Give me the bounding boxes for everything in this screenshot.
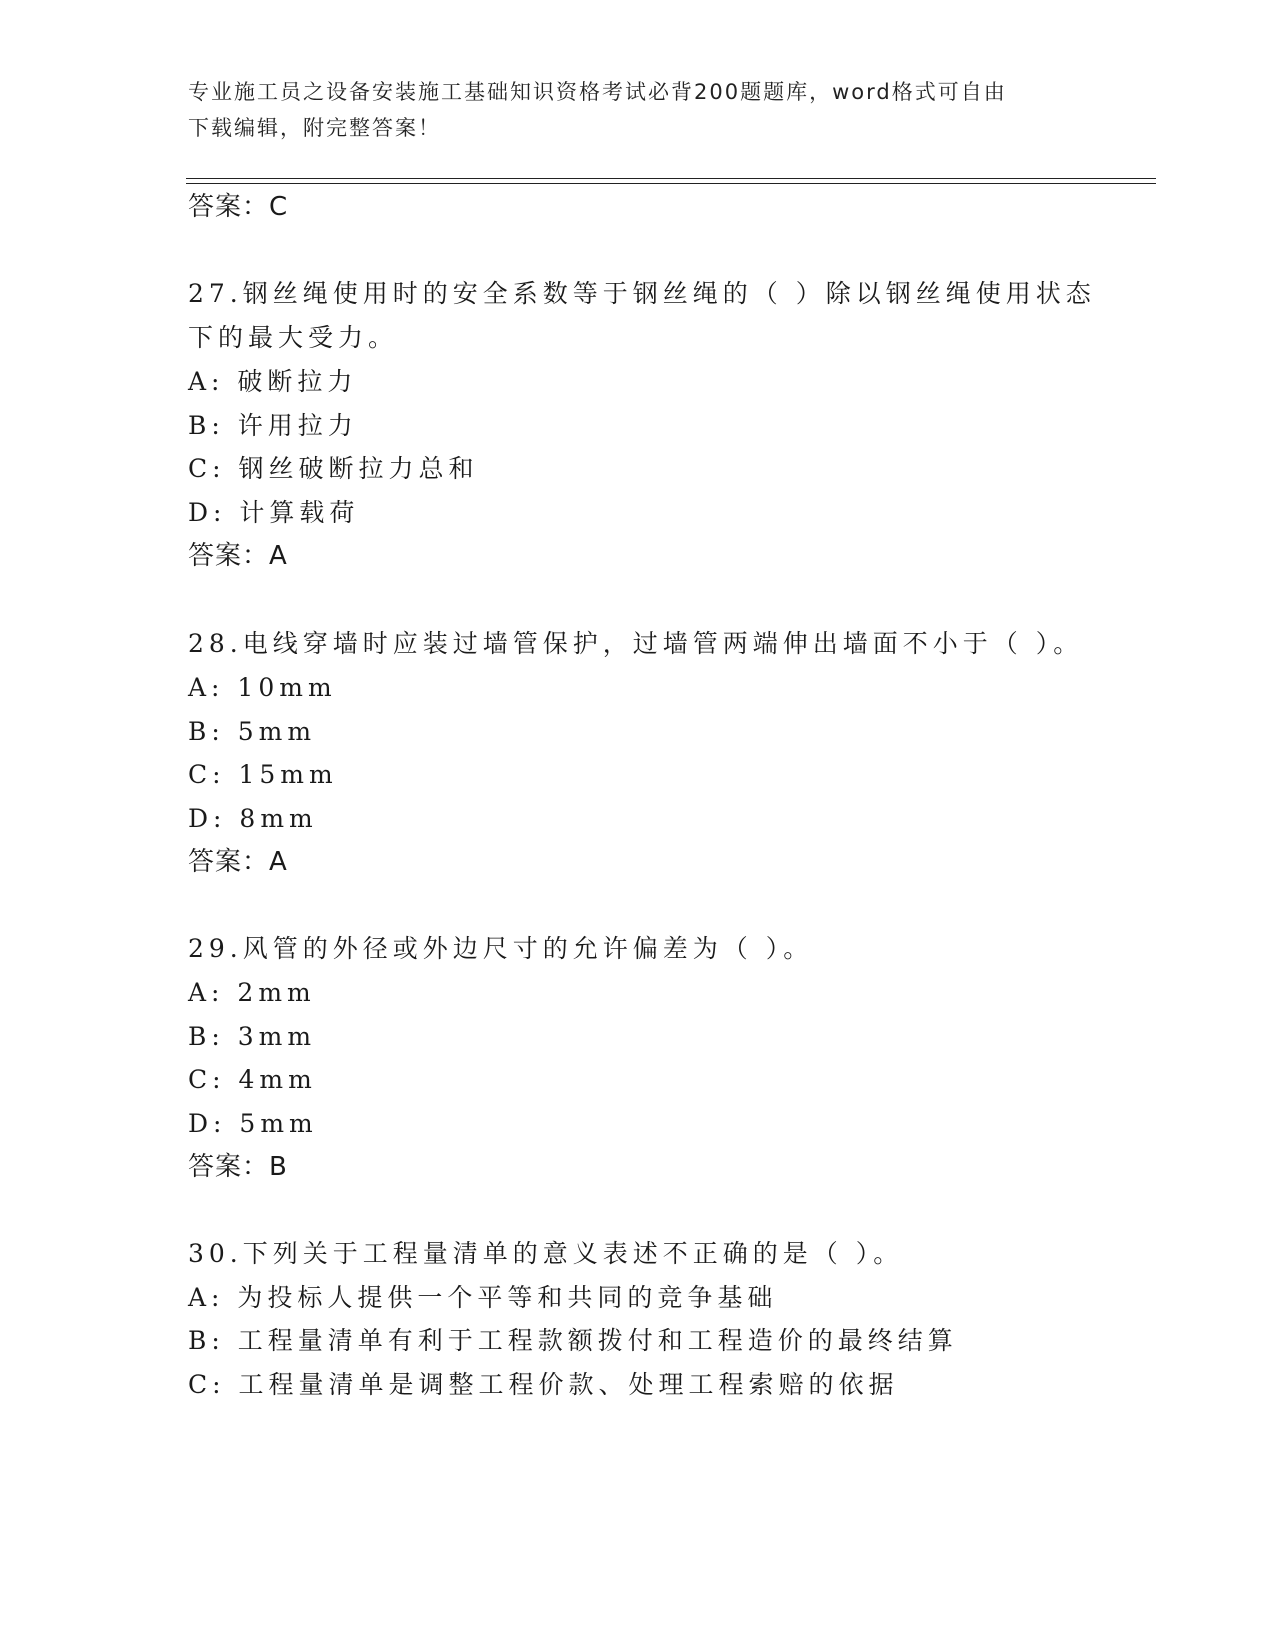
header-divider-bottom: [186, 183, 1156, 184]
question-30-option-a: A: 为投标人提供一个平等和共同的竞争基础: [188, 1283, 778, 1312]
question-28-option-b: B: 5mm: [188, 717, 317, 746]
question-29-stem-line-1: 29.风管的外径或外边尺寸的允许偏差为（ ）。: [188, 934, 814, 963]
question-28-option-d: D: 8mm: [188, 804, 318, 833]
answer-29: 答案：B: [188, 1152, 288, 1182]
question-27-option-a: A: 破断拉力: [188, 367, 358, 396]
question-27-option-c: C: 钢丝破断拉力总和: [188, 454, 479, 483]
question-27-option-b: B: 许用拉力: [188, 411, 358, 440]
document-header: [188, 74, 1068, 146]
question-27-stem-line-2: 下的最大受力。: [188, 323, 399, 352]
question-29-option-d: D: 5mm: [188, 1109, 318, 1138]
question-29-option-b: B: 3mm: [188, 1022, 317, 1051]
answer-28: 答案：A: [188, 847, 288, 877]
question-27-stem-line-1: 27.钢丝绳使用时的安全系数等于钢丝绳的（ ）除以钢丝绳使用状态: [188, 279, 1096, 308]
header-divider-top: [186, 178, 1156, 179]
question-30-option-b: B: 工程量清单有利于工程款额拨付和工程造价的最终结算: [188, 1326, 958, 1355]
question-28-option-a: A: 10mm: [188, 673, 337, 702]
question-29-option-a: A: 2mm: [188, 978, 316, 1007]
question-29-option-c: C: 4mm: [188, 1065, 317, 1094]
answer-26: 答案：C: [188, 192, 289, 222]
question-28-stem-line-1: 28.电线穿墙时应装过墙管保护，过墙管两端伸出墙面不小于（ ）。: [188, 629, 1084, 658]
question-30-stem-line-1: 30.下列关于工程量清单的意义表述不正确的是（ ）。: [188, 1239, 904, 1268]
question-28-option-c: C: 15mm: [188, 760, 338, 789]
answer-27: 答案：A: [188, 541, 288, 571]
question-30-option-c: C: 工程量清单是调整工程价款、处理工程索赔的依据: [188, 1370, 899, 1399]
header-line-2: 下载编辑，附完整答案！: [188, 116, 441, 140]
question-27-option-d: D: 计算载荷: [188, 498, 360, 527]
header-line-1: 专业施工员之设备安装施工基础知识资格考试必背200题题库，word格式可自由: [188, 80, 1007, 104]
